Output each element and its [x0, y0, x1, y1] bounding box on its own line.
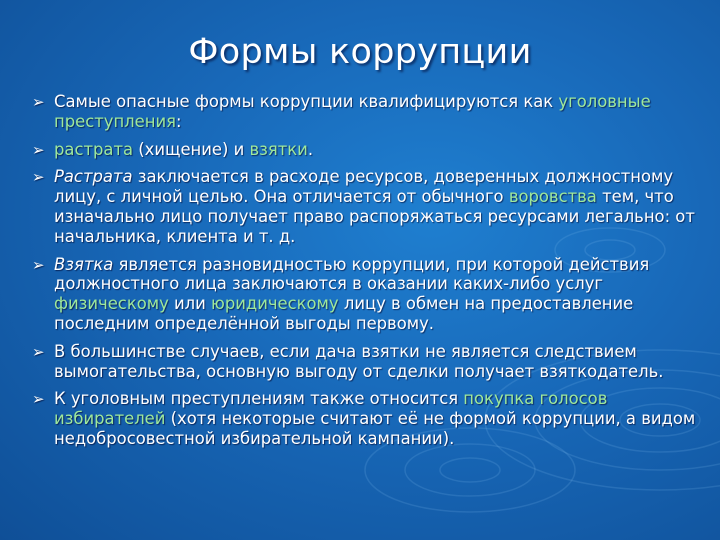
bullet-item	[32, 92, 702, 132]
bullet-item	[32, 255, 702, 334]
bullet-text: лицу в обмен на предоставление последним определённой выгоды первому.	[54, 294, 634, 333]
bullet-text: (хищение) и	[133, 139, 250, 159]
arrow-bullet-icon: ➢	[32, 342, 45, 361]
bullet-text: заключается в расходе ресурсов, доверенных должностному лицу, с личной целью. Она отличается от обычного	[54, 167, 674, 207]
bullet-text: (хотя некоторые считают её не формой коррупции, а видом недобросовестной избирательной кампании).	[54, 409, 696, 448]
arrow-bullet-icon: ➢	[32, 390, 45, 409]
bullet-text: К уголовным преступлениям также относится	[54, 389, 464, 409]
arrow-bullet-icon: ➢	[32, 140, 45, 159]
arrow-bullet-icon: ➢	[32, 255, 45, 274]
bullet-text: тем, что изначально лицо получает право распоряжаться ресурсами легально: от начальника, клиента и т. д.	[54, 187, 695, 246]
highlighted-term: юридическому	[211, 294, 339, 314]
bullet-text: или	[168, 294, 212, 314]
highlighted-term: воровства	[508, 187, 597, 207]
italic-term: Взятка	[54, 254, 114, 274]
bullet-list	[32, 92, 702, 457]
arrow-bullet-icon: ➢	[32, 168, 45, 187]
bullet-item	[32, 342, 702, 382]
bullet-text: :	[175, 111, 182, 131]
bullet-text: является разновидностью коррупции, при которой действия должностного лица заключаются в оказании каких-либо услуг	[54, 254, 650, 294]
bullet-item	[32, 167, 702, 246]
highlighted-term: уголовные преступления	[54, 92, 651, 131]
slide-title: Формы коррупции	[188, 32, 532, 72]
arrow-bullet-icon: ➢	[32, 93, 45, 111]
bullet-item	[32, 389, 702, 448]
bullet-text: Самые опасные формы коррупции квалифицируются как	[54, 92, 559, 111]
bullet-item	[32, 140, 702, 160]
italic-term: Растрата	[54, 167, 133, 187]
bullet-text: .	[307, 139, 314, 159]
highlighted-term: покупка голосов избирателей	[54, 389, 608, 429]
highlighted-term: физическому	[54, 294, 169, 314]
bullet-text: В большинстве случаев, если дача взятки не является следствием вымогательства, основную выгоду от сделки получает взяткодатель.	[54, 341, 664, 381]
highlighted-term: взятки	[249, 139, 308, 159]
highlighted-term: растрата	[54, 139, 134, 159]
